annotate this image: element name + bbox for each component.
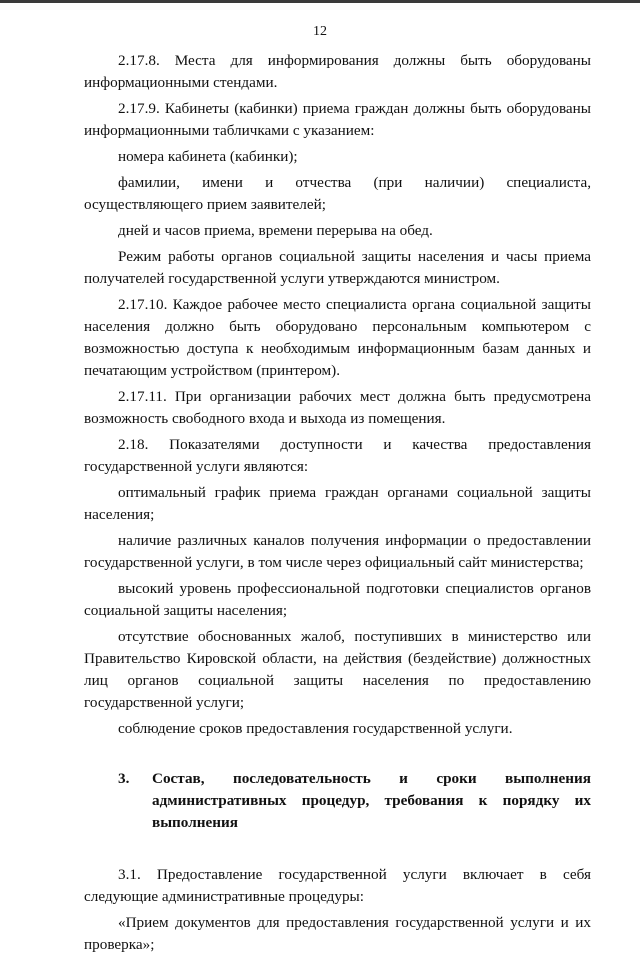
paragraph-2-17-10: 2.17.10. Каждое рабочее место специалиста органа социальной защиты населения должно быть оборудовано персональным компьютером с возможностью доступа к необходимым информационным базам данных и печатающим устройством (принтером). bbox=[84, 296, 591, 379]
paragraph-2-18: 2.18. Показателями доступности и качества предоставления государственной услуги являются: bbox=[84, 436, 591, 475]
page-number: 12 bbox=[313, 24, 327, 39]
list-item-optimal-schedule: оптимальный график приема граждан органами социальной защиты населения; bbox=[84, 484, 591, 523]
section-3-heading bbox=[84, 768, 591, 834]
list-item-specialist-name: фамилии, имени и отчества (при наличии) специалиста, осуществляющего прием заявителей; bbox=[84, 174, 591, 213]
document-body bbox=[84, 50, 591, 956]
paragraph-2-17-9: 2.17.9. Кабинеты (кабинки) приема граждан должны быть оборудованы информационными табличками с указанием: bbox=[84, 100, 591, 139]
section-3-number: 3. bbox=[118, 770, 130, 787]
paragraph-3-1: 3.1. Предоставление государственной услуги включает в себя следующие административные процедуры: bbox=[84, 866, 591, 905]
top-border-rule bbox=[0, 0, 640, 3]
list-item-deadlines: соблюдение сроков предоставления государственной услуги. bbox=[118, 720, 513, 737]
paragraph-2-17-11: 2.17.11. При организации рабочих мест должна быть предусмотрена возможность свободного входа и выхода из помещения. bbox=[84, 388, 591, 427]
section-3-title: Состав, последовательность и сроки выполнения административных процедур, требования к порядку их выполнения bbox=[152, 770, 591, 831]
list-item-professional-training: высокий уровень профессиональной подготовки специалистов органов социальной защиты населения; bbox=[84, 580, 591, 619]
list-item-info-channels: наличие различных каналов получения информации о предоставлении государственной услуги, в том числе через официальный сайт министерства; bbox=[84, 532, 591, 571]
paragraph-2-17-8: 2.17.8. Места для информирования должны быть оборудованы информационными стендами. bbox=[84, 52, 591, 91]
paragraph-work-schedule: Режим работы органов социальной защиты населения и часы приема получателей государственной услуги утверждаются министром. bbox=[84, 248, 591, 287]
list-item-reception-hours: дней и часов приема, времени перерыва на обед. bbox=[118, 222, 433, 239]
paragraph-procedure-intake: «Прием документов для предоставления государственной услуги и их проверка»; bbox=[84, 914, 591, 953]
list-item-cabinet-number: номера кабинета (кабинки); bbox=[118, 148, 298, 165]
list-item-no-complaints: отсутствие обоснованных жалоб, поступивших в министерство или Правительство Кировской области, на действия (бездействие) должностных лиц органов социальной защиты населения по предоставлению государственной услуги; bbox=[84, 628, 591, 711]
